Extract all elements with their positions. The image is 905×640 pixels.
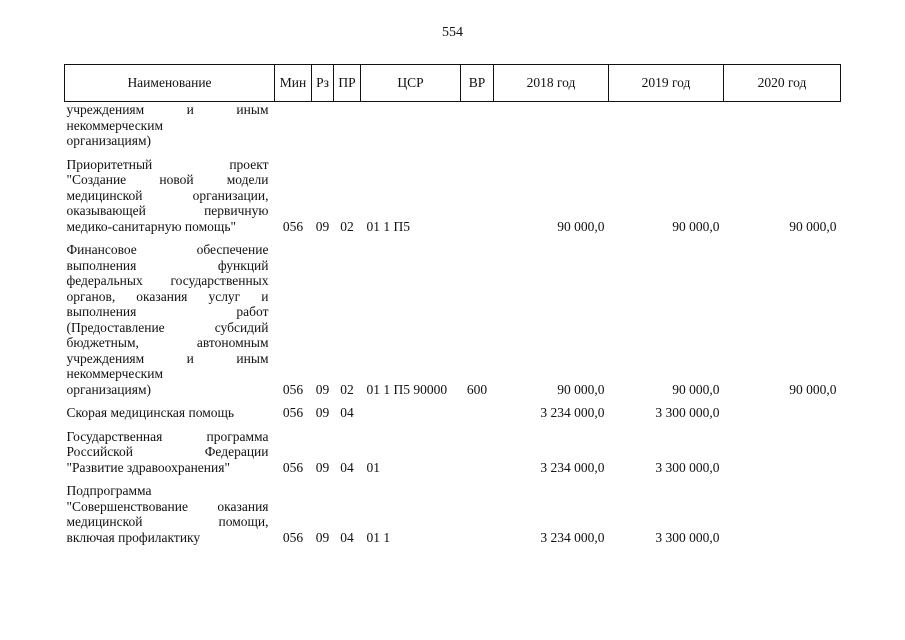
row-name — [65, 157, 275, 235]
row-name — [65, 405, 275, 421]
row-gap — [65, 149, 841, 157]
cell-min: 056 — [282, 381, 304, 397]
page-number: 554 — [442, 25, 463, 40]
budget-table — [64, 64, 841, 545]
row-name-line: бюджетным, автономным — [66, 335, 269, 350]
header-vr: ВР — [461, 65, 494, 102]
cell-y2020: 90 000,0 — [789, 218, 837, 234]
cell-csr: 01 1 — [366, 529, 391, 545]
cell-y2019: 90 000,0 — [672, 218, 720, 234]
cell-min: 056 — [282, 218, 304, 234]
cell-pr — [334, 102, 361, 149]
row-name-line: медицинской помощи, — [66, 514, 269, 529]
cell-y2019 — [609, 102, 724, 149]
row-name — [65, 429, 275, 476]
cell-vr: 600 — [466, 381, 488, 397]
row-name-line: некоммерческим — [66, 117, 164, 133]
table-row — [65, 102, 841, 149]
row-name-line: "Развитие здравоохранения" — [66, 459, 230, 475]
row-name-line: некоммерческим — [66, 366, 164, 381]
cell-pr: 02 — [340, 381, 354, 397]
row-name — [65, 483, 275, 545]
cell-min: 056 — [282, 405, 304, 420]
table-row — [65, 157, 841, 235]
row-name-line: оказывающей первичную — [66, 203, 269, 218]
cell-y2020 — [724, 405, 841, 421]
cell-csr: 01 1 П5 90000 — [366, 381, 448, 397]
header-min: Мин — [275, 65, 312, 102]
row-name-line: (Предоставление субсидий — [66, 319, 269, 335]
row-name-line: выполнения функций — [66, 257, 269, 273]
header-2020: 2020 год — [724, 65, 841, 102]
row-name-line: учреждениям и иным — [66, 350, 269, 366]
cell-vr — [461, 157, 494, 235]
table-header-row — [65, 65, 841, 102]
cell-y2018: 3 234 000,0 — [540, 459, 605, 475]
row-name-line: "Создание новой модели — [66, 172, 269, 187]
cell-y2019: 3 300 000,0 — [655, 529, 720, 545]
cell-y2020: 90 000,0 — [789, 381, 837, 397]
row-name-line: Приоритетный проект — [66, 156, 269, 172]
cell-min — [275, 102, 312, 149]
header-2019: 2019 год — [609, 65, 724, 102]
row-name-line: Финансовое обеспечение — [66, 242, 269, 257]
row-gap — [65, 421, 841, 429]
row-name-line: Российской Федерации — [66, 444, 269, 459]
cell-y2018: 3 234 000,0 — [540, 529, 605, 545]
row-gap — [65, 234, 841, 242]
row-name-line: включая профилактику — [66, 529, 201, 545]
cell-rz: 09 — [315, 381, 330, 397]
cell-pr: 02 — [340, 218, 354, 234]
header-pr: ПР — [334, 65, 361, 102]
row-name-line: выполнения работ — [66, 304, 269, 319]
row-name-line: органов, оказания услуг и — [66, 288, 269, 304]
row-name-line: учреждениям и иным — [66, 102, 269, 117]
header-name: Наименование — [65, 65, 275, 102]
row-name-line: федеральных государственных — [66, 273, 269, 288]
table-row — [65, 483, 841, 545]
table-row — [65, 242, 841, 397]
cell-y2020 — [724, 102, 841, 149]
cell-y2019: 3 300 000,0 — [655, 459, 720, 475]
row-gap — [65, 397, 841, 405]
cell-y2018: 90 000,0 — [557, 381, 605, 397]
row-name — [65, 102, 275, 149]
row-name-line: Подпрограмма — [66, 483, 152, 498]
cell-pr: 04 — [340, 459, 354, 475]
row-name-line: организациям) — [66, 133, 152, 148]
cell-min: 056 — [282, 529, 304, 545]
cell-vr — [461, 102, 494, 149]
cell-rz — [312, 102, 334, 149]
cell-min: 056 — [282, 459, 304, 475]
cell-vr — [461, 483, 494, 545]
cell-y2018: 90 000,0 — [557, 218, 605, 234]
cell-rz: 09 — [315, 459, 330, 475]
cell-csr: 01 — [366, 459, 380, 475]
cell-vr — [461, 429, 494, 476]
cell-pr: 04 — [340, 529, 354, 545]
cell-y2020 — [724, 483, 841, 545]
row-name-line: медико-санитарную помощь" — [66, 218, 236, 234]
cell-csr — [361, 102, 461, 149]
cell-y2019: 90 000,0 — [672, 381, 720, 397]
header-csr: ЦСР — [361, 65, 461, 102]
header-rz: Рз — [312, 65, 334, 102]
cell-y2018 — [494, 102, 609, 149]
cell-y2019: 3 300 000,0 — [655, 405, 720, 420]
cell-csr — [361, 405, 461, 421]
row-name-line: "Совершенствование оказания — [66, 498, 269, 514]
row-name-line: Государственная программа — [66, 428, 269, 444]
row-name-line: Скорая медицинская помощь — [66, 405, 235, 420]
row-name-line: медицинской организации, — [66, 187, 269, 203]
table-row — [65, 405, 841, 421]
cell-rz: 09 — [315, 218, 330, 234]
cell-pr: 04 — [340, 405, 354, 420]
table-row — [65, 429, 841, 476]
table-body — [65, 102, 841, 546]
cell-rz: 09 — [315, 529, 330, 545]
header-2018: 2018 год — [494, 65, 609, 102]
cell-rz: 09 — [315, 405, 330, 420]
cell-y2020 — [724, 429, 841, 476]
row-name-line: организациям) — [66, 381, 152, 397]
row-name — [65, 242, 275, 397]
cell-y2018: 3 234 000,0 — [540, 405, 605, 420]
cell-csr: 01 1 П5 — [366, 218, 410, 234]
row-gap — [65, 475, 841, 483]
cell-vr — [461, 405, 494, 421]
